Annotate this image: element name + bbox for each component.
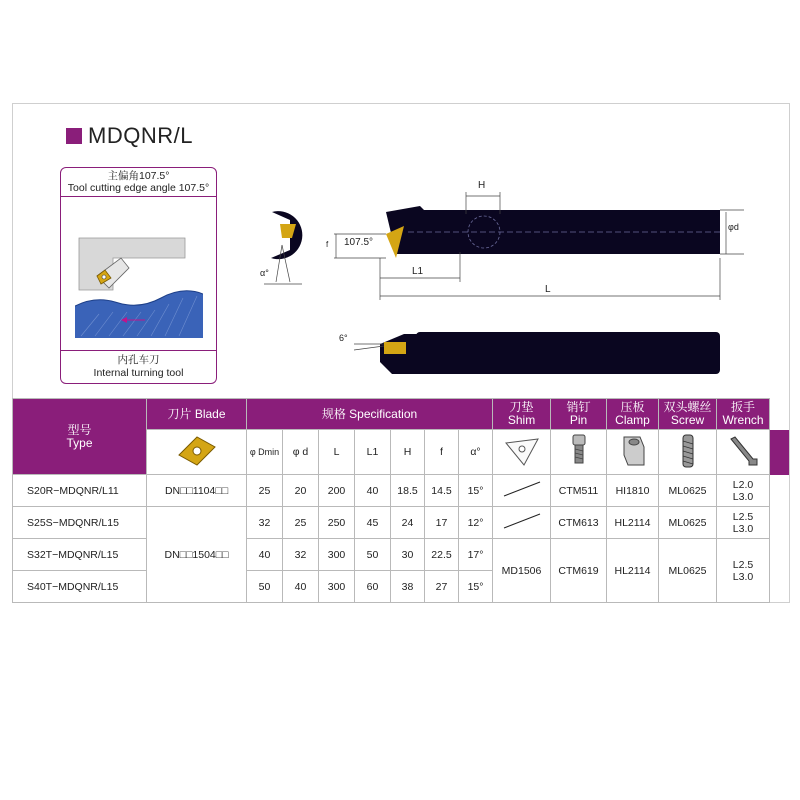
pin-header — [551, 399, 607, 430]
shim-cell — [493, 475, 551, 507]
inset-caption-top-cn: 主偏角107.5° — [107, 170, 170, 182]
type-spacer — [770, 430, 789, 475]
wrench-size-1: L2.5 — [732, 510, 754, 523]
model-cell: S32T−MDQNR/L15 — [13, 539, 147, 571]
clamp-image-cell — [607, 430, 659, 475]
sub-header-l1: L1 — [355, 430, 391, 475]
pin-cell: CTM613 — [551, 507, 607, 539]
model-cell: S20R−MDQNR/L11 — [13, 475, 147, 507]
alpha-label: α° — [260, 268, 269, 278]
f-cell: 22.5 — [425, 539, 459, 571]
h-dim-label: H — [478, 180, 486, 191]
l1-cell: 45 — [355, 507, 391, 539]
type-header-en: Type — [66, 435, 93, 450]
blade-cell: DN□□1504□□ — [147, 507, 247, 603]
sub-header-l: L — [319, 430, 355, 475]
f-cell: 17 — [425, 507, 459, 539]
wrench-size-1: L2.0 — [732, 478, 754, 491]
screw-cell: ML0625 — [659, 475, 717, 507]
f-cell: 14.5 — [425, 475, 459, 507]
pin-header-en: Pin — [569, 413, 588, 427]
l-cell: 300 — [319, 539, 355, 571]
dmin-cell: 50 — [247, 571, 283, 603]
h-cell: 30 — [391, 539, 425, 571]
model-cell: S25S−MDQNR/L15 — [13, 507, 147, 539]
screw-image-cell — [659, 430, 717, 475]
h-cell: 18.5 — [391, 475, 425, 507]
sub-header-alpha: α° — [459, 430, 493, 475]
l1-dim-label: L1 — [412, 266, 424, 277]
no-shim-line — [500, 511, 544, 531]
clamp-cell: HL2114 — [607, 539, 659, 603]
clamp-cell: HI1810 — [607, 475, 659, 507]
no-shim-line — [500, 479, 544, 499]
wrench-size-2: L3.0 — [732, 570, 754, 583]
wrench-size-1: L2.5 — [732, 558, 754, 571]
screw-header-en: Screw — [670, 413, 705, 427]
pin-icon — [564, 433, 594, 469]
six-degree-label: 6° — [339, 333, 348, 343]
l1-cell: 40 — [355, 475, 391, 507]
bar-top-view — [334, 192, 744, 300]
title-text: MDQNR/L — [88, 123, 193, 148]
shim-header-en: Shim — [507, 413, 536, 427]
wrench-header-en: Wrench — [722, 413, 764, 427]
bar-side-view — [354, 332, 720, 374]
wrench-image-cell — [717, 430, 770, 475]
alpha-cell: 15° — [459, 571, 493, 603]
shim-header — [493, 399, 551, 430]
shim-cell: MD1506 — [493, 539, 551, 603]
wrench-size-2: L3.0 — [732, 490, 754, 503]
clamp-header — [607, 399, 659, 430]
table-row — [13, 507, 789, 539]
insert-icon — [175, 433, 219, 469]
l-cell: 300 — [319, 571, 355, 603]
clamp-cell: HL2114 — [607, 507, 659, 539]
shim-header-cn: 刀垫 — [509, 400, 534, 414]
screw-cell: ML0625 — [659, 507, 717, 539]
wrench-size-2: L3.0 — [732, 522, 754, 535]
inset-caption-bottom-en: Internal turning tool — [93, 367, 184, 379]
clamp-header-en: Clamp — [615, 413, 650, 427]
d-cell: 25 — [283, 507, 319, 539]
pin-cell: CTM511 — [551, 475, 607, 507]
d-cell: 32 — [283, 539, 319, 571]
l-cell: 200 — [319, 475, 355, 507]
table-row — [13, 539, 789, 571]
d-cell: 20 — [283, 475, 319, 507]
screw-header — [659, 399, 717, 430]
h-cell: 38 — [391, 571, 425, 603]
alpha-cell: 12° — [459, 507, 493, 539]
blade-image-cell — [147, 430, 247, 475]
f-cell: 27 — [425, 571, 459, 603]
wrench-cell — [717, 507, 770, 539]
alpha-cell: 17° — [459, 539, 493, 571]
blade-header: 刀片 Blade — [147, 399, 247, 430]
screw-header-cn: 双头螺丝 — [663, 400, 712, 414]
l1-cell: 60 — [355, 571, 391, 603]
model-cell: S40T−MDQNR/L15 — [13, 571, 147, 603]
pin-image-cell — [551, 430, 607, 475]
clamp-header-cn: 压板 — [620, 400, 645, 414]
pin-cell: CTM619 — [551, 539, 607, 603]
f-dim-label: f — [326, 240, 329, 249]
wrench-header-cn: 扳手 — [731, 400, 756, 414]
dmin-cell: 32 — [247, 507, 283, 539]
l-cell: 250 — [319, 507, 355, 539]
type-header — [13, 399, 147, 475]
shim-icon — [502, 435, 542, 467]
l-dim-label: L — [545, 284, 551, 295]
blade-cell: DN□□1104□□ — [147, 475, 247, 507]
sub-header-f: f — [425, 430, 459, 475]
d-cell: 40 — [283, 571, 319, 603]
inset-caption-bottom-cn: 内孔车刀 — [117, 354, 160, 366]
l1-cell: 50 — [355, 539, 391, 571]
sub-header-dmin: φ Dmin — [247, 430, 283, 475]
wrench-cell — [717, 475, 770, 507]
inset-caption-top-en: Tool cutting edge angle 107.5° — [67, 182, 210, 194]
end-view — [264, 211, 302, 284]
screw-cell: ML0625 — [659, 539, 717, 603]
angle-label: 107.5° — [344, 237, 374, 248]
sub-header-h: H — [391, 430, 425, 475]
wrench-cell — [717, 539, 770, 603]
spec-header: 规格 Specification — [247, 399, 493, 430]
shim-image-cell — [493, 430, 551, 475]
clamp-icon — [618, 433, 648, 469]
spec-table — [12, 398, 789, 603]
alpha-cell: 15° — [459, 475, 493, 507]
pin-header-cn: 销钉 — [566, 400, 591, 414]
type-header-cn: 型号 — [67, 422, 92, 437]
wrench-header — [717, 399, 770, 430]
table-row — [13, 475, 789, 507]
dmin-cell: 25 — [247, 475, 283, 507]
h-cell: 24 — [391, 507, 425, 539]
sub-header-d: φ d — [283, 430, 319, 475]
dmin-cell: 40 — [247, 539, 283, 571]
screw-icon — [673, 433, 703, 469]
wrench-icon — [725, 433, 761, 469]
shim-cell — [493, 507, 551, 539]
d-dim-label: φd — [728, 222, 739, 232]
